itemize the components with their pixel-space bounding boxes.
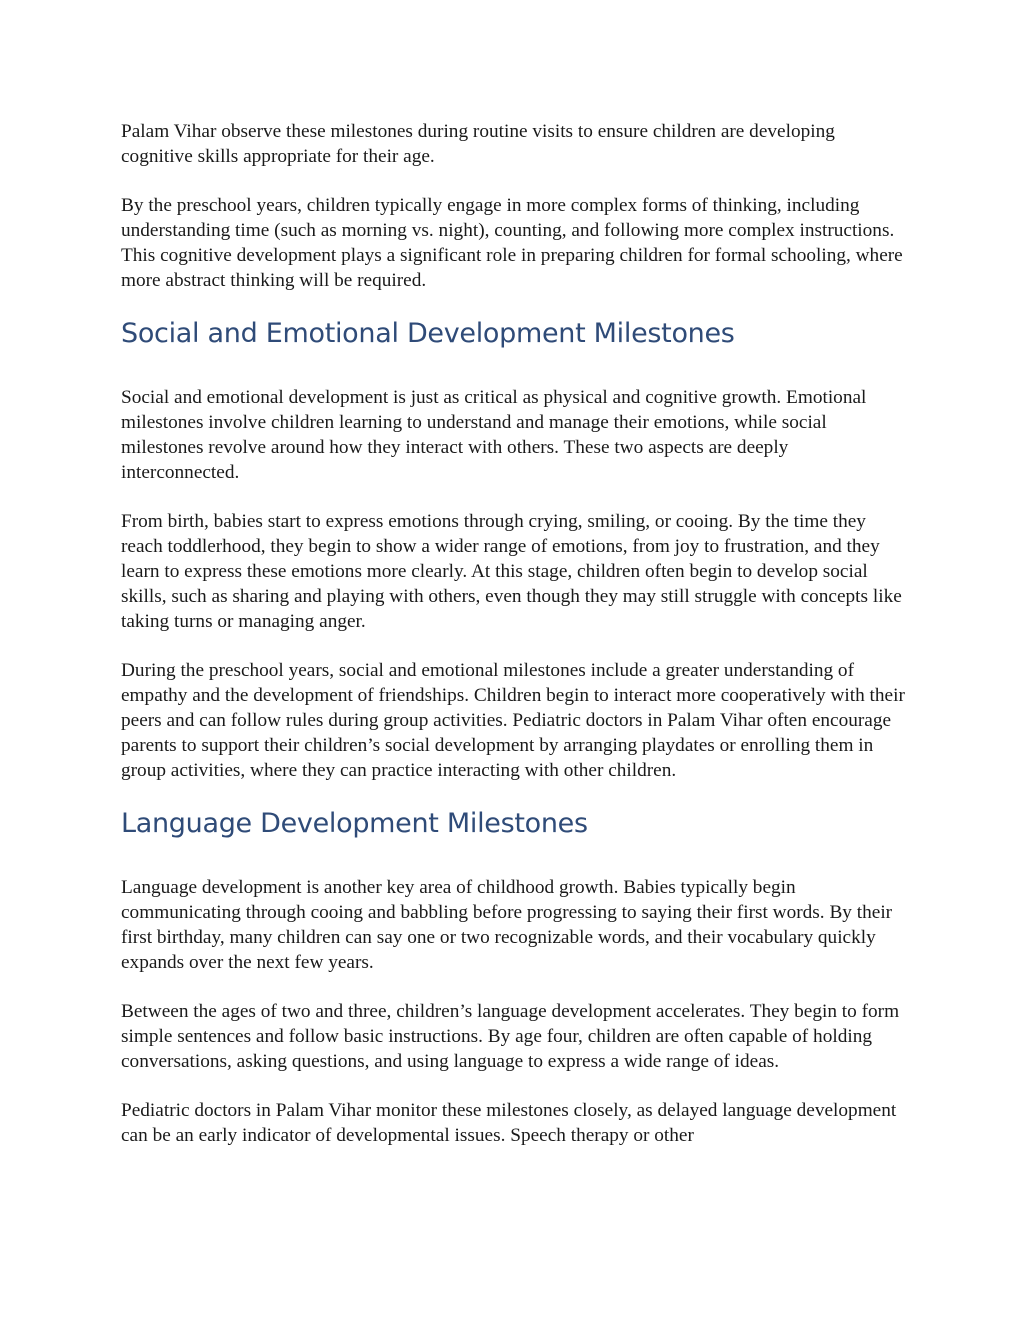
- language-heading: Language Development Milestones: [121, 808, 588, 839]
- language-paragraph-3: Pediatric doctors in Palam Vihar monitor these milestones closely, as delayed language development can be an early indicator of developmental issues. Speech therapy or other: [121, 1100, 897, 1146]
- social-paragraph-3: During the preschool years, social and emotional milestones include a greater understanding of empathy and the development of friendships. Children begin to interact more cooperatively with their peers and can follow rules during group activities. Pediatric doctors in Palam Vihar often encourage parents to support their children’s social development by arranging playdates or enrolling them in group activities, where they can practice interacting with other children.: [121, 660, 905, 781]
- social-paragraph-1: Social and emotional development is just as critical as physical and cognitive growth. Emotional milestones involve children learning to understand and manage their emotions, while social milestones revolve around how they interact with others. These two aspects are deeply interconnected.: [121, 387, 867, 483]
- social-emotional-heading: Social and Emotional Development Milestones: [121, 318, 735, 349]
- page-content: [121, 119, 911, 1172]
- language-paragraph-2: Between the ages of two and three, children’s language development accelerates. They begin to form simple sentences and follow basic instructions. By age four, children are often capable of holding conversations, asking questions, and using language to express a wide range of ideas.: [121, 1001, 900, 1072]
- language-paragraph-1: Language development is another key area of childhood growth. Babies typically begin communicating through cooing and babbling before progressing to saying their first words. By their first birthday, many children can say one or two recognizable words, and their vocabulary quickly expands over the next few years.: [121, 877, 893, 973]
- social-paragraph-2: From birth, babies start to express emotions through crying, smiling, or cooing. By the time they reach toddlerhood, they begin to show a wider range of emotions, from joy to frustration, and they learn to express these emotions more clearly. At this stage, children often begin to develop social skills, such as sharing and playing with others, even though they may still struggle with concepts like taking turns or managing anger.: [121, 511, 902, 632]
- intro-paragraph-2: By the preschool years, children typically engage in more complex forms of thinking, including understanding time (such as morning vs. night), counting, and following more complex instructions. This cognitive development plays a significant role in preparing children for formal schooling, where more abstract thinking will be required.: [121, 195, 903, 291]
- intro-paragraph-1: Palam Vihar observe these milestones during routine visits to ensure children are developing cognitive skills appropriate for their age.: [121, 121, 835, 167]
